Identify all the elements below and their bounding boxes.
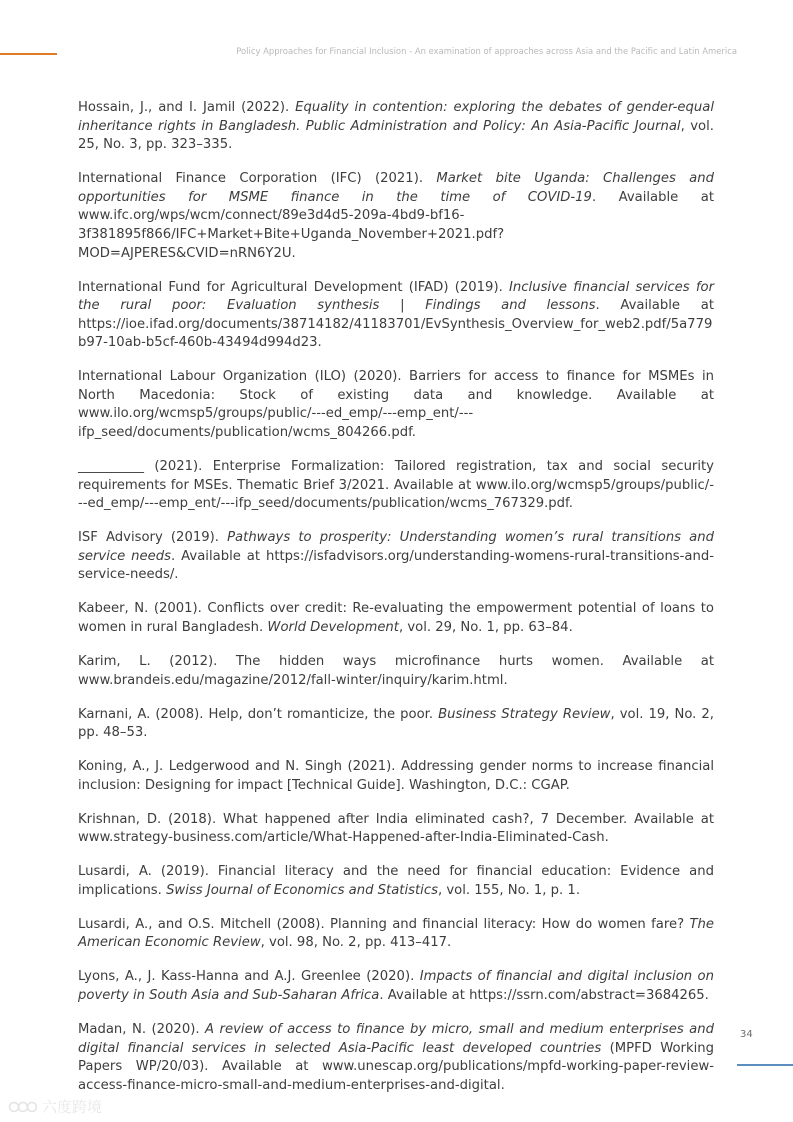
reference-title-italic: Market bite Uganda: Challenges and opportunities for MSME finance in the time of COVID-19 — [78, 171, 714, 205]
reference-entry — [78, 758, 714, 795]
watermark — [8, 1096, 102, 1117]
reference-text: Lusardi, A., and O.S. Mitchell (2008). Planning and financial literacy: How do women fare? — [78, 916, 690, 932]
reference-title-italic: Impacts of financial and digital inclusion on poverty in South Asia and Sub-Saharan Africa — [78, 969, 714, 1004]
reference-entry — [78, 99, 714, 155]
reference-text: , vol. 25, No. 3, pp. 323–335. — [78, 118, 714, 153]
reference-entry — [78, 529, 714, 585]
reference-text: Karnani, A. (2008). Help, don’t romanticize, the poor. — [78, 706, 439, 722]
reference-entry — [78, 863, 714, 900]
reference-text: Hossain, J., and I. Jamil (2022). — [78, 100, 296, 115]
reference-title-italic: Swiss Journal of Economics and Statistics — [166, 882, 438, 898]
reference-title-italic: World Development — [267, 620, 399, 635]
reference-text: Madan, N. (2020). — [78, 1022, 206, 1038]
reference-text: Lyons, A., J. Kass-Hanna and A.J. Greenlee (2020). — [78, 969, 420, 985]
reference-title-italic: Business Strategy Review — [438, 706, 611, 722]
reference-text: . Available at https://isfadvisors.org/understanding-womens-rural-transitions-and-service-needs/. — [78, 548, 714, 583]
reference-text: Karim, L. (2012). The hidden ways microfinance hurts women. Available at www.brandeis.edu/magazine/2012/fall-winter/inquiry/karim.html. — [78, 653, 714, 688]
reference-entry — [78, 170, 714, 263]
reference-text: , vol. 98, No. 2, pp. 413–417. — [260, 935, 452, 951]
reference-title-italic: Pathways to prosperity: Understanding women’s rural transitions and service needs — [78, 530, 714, 564]
reference-text: ISF Advisory (2019). — [78, 530, 228, 546]
watermark-logo-icon — [8, 1099, 38, 1115]
reference-text: Koning, A., J. Ledgerwood and N. Singh (2021). Addressing gender norms to increase financial inclusion: Designing for impact [Technical Guide]. Washington, D.C.: CGAP. — [78, 759, 714, 793]
header-accent-rule — [0, 53, 57, 55]
reference-text: , vol. 155, No. 1, p. 1. — [437, 882, 581, 898]
reference-title-italic: Inclusive financial services for the rural poor: Evaluation synthesis | Findings and lessons — [78, 279, 715, 314]
reference-entry — [78, 811, 714, 848]
reference-text: . Available at www.ifc.org/wps/wcm/connect/89e3d4d5-209a-4bd9-bf16-3f381895f866/IFC+Market+Bite+Uganda_November+2021.pdf?MOD=AJPERES&CVID=nRN6Y2U. — [78, 189, 714, 261]
reference-text: Krishnan, D. (2018). What happened after India eliminated cash?, 7 December. Available at www.strategy-business.com/article/What-Happened-after-India-Eliminated-Cash. — [78, 811, 714, 846]
reference-entry — [78, 458, 714, 514]
reference-list — [78, 99, 714, 1111]
reference-text: Lusardi, A. (2019). Financial literacy and the need for financial education: Evidence and implications. — [78, 864, 714, 898]
reference-title-italic: Equality in contention: exploring the debates of gender-equal inheritance rights in Bangladesh. Public Administration and Policy: An Asia-Pacific Journal — [78, 100, 714, 134]
reference-entry — [78, 706, 714, 743]
reference-text: International Finance Corporation (IFC) (2021). — [78, 171, 437, 187]
reference-entry — [78, 916, 714, 953]
running-header: Policy Approaches for Financial Inclusion - An examination of approaches across Asia and the Pacific and Latin America — [236, 46, 737, 56]
reference-text: __________ (2021). Enterprise Formalization: Tailored registration, tax and social security requirements for MSEs. Thematic Brief 3/2021. Available at www.ilo.org/wcmsp5/groups/public/---ed_emp/---emp_ent/---ifp_seed/documents/publication/wcms_767329.pdf. — [78, 459, 714, 512]
reference-entry — [78, 368, 714, 442]
reference-title-italic: A review of access to finance by micro, small and medium enterprises and digital financial services in selected Asia-Pacific least developed countries — [78, 1022, 714, 1056]
reference-entry — [78, 968, 714, 1005]
reference-entry — [78, 1021, 714, 1095]
reference-text: , vol. 19, No. 2, pp. 48–53. — [78, 706, 714, 741]
reference-text: International Fund for Agricultural Development (IFAD) (2019). — [78, 279, 510, 295]
reference-entry — [78, 600, 714, 637]
reference-title-italic: The American Economic Review — [78, 916, 714, 951]
reference-text: , vol. 29, No. 1, pp. 63–84. — [398, 620, 573, 635]
reference-text: . Available at https://ioe.ifad.org/documents/38714182/41183701/EvSynthesis_Overview_for_web2.pdf/5a779b97-10ab-b5cf-460b-43494d994d23. — [78, 298, 714, 351]
reference-text: . Available at https://ssrn.com/abstract=3684265. — [379, 988, 709, 1004]
footer-accent-rule — [737, 1064, 793, 1066]
reference-entry — [78, 653, 714, 690]
reference-text: International Labour Organization (ILO) (2020). Barriers for access to finance for MSMEs in North Macedonia: Stock of existing data and knowledge. Available at www.ilo.org/wcmsp5/groups/public/---ed_emp/---emp_ent/---ifp_seed/documents/publication/wcms_804266.pdf. — [78, 369, 714, 441]
reference-entry — [78, 279, 714, 353]
reference-text: (MPFD Working Papers WP/20/03). Available at www.unescap.org/publications/mpfd-working-paper-review-access-finance-micro-small-and-medium-enterprises-and-digital. — [78, 1040, 714, 1093]
page-number: 34 — [740, 1029, 753, 1040]
reference-text: Kabeer, N. (2001). Conflicts over credit: Re-evaluating the empowerment potential of loans to women in rural Bangladesh. — [78, 601, 714, 635]
watermark-text: 六度跨境 — [42, 1098, 103, 1116]
